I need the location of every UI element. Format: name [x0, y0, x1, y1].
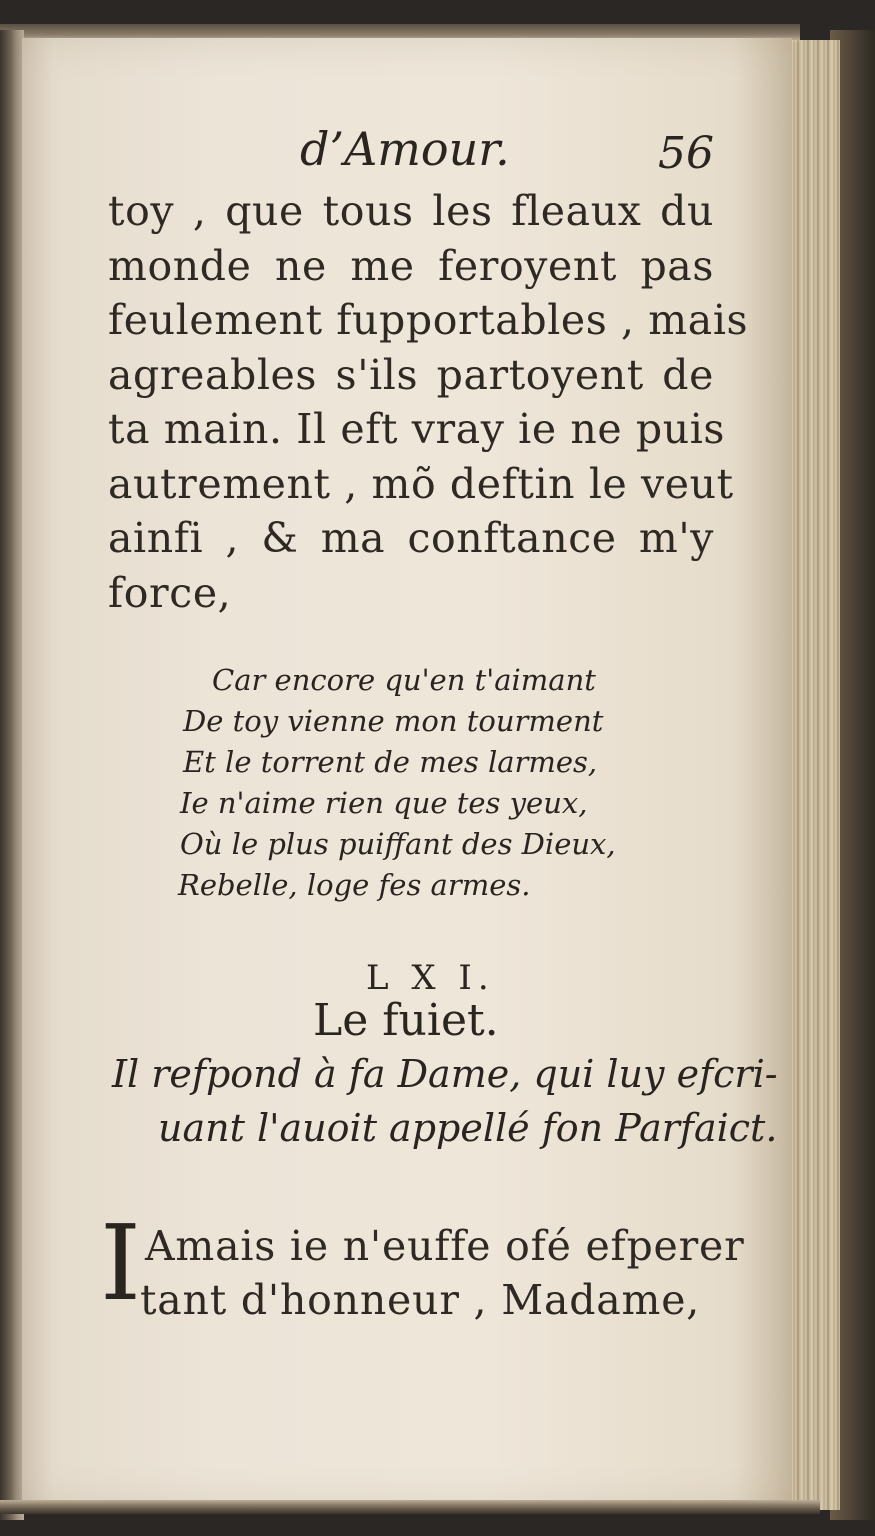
left-page-spine — [0, 30, 24, 1520]
page-number: 56 — [658, 128, 714, 179]
opening-line: Amais ie n'euffe ofé efperer — [145, 1222, 745, 1270]
bottom-page-edge — [0, 1500, 820, 1514]
chapter-number: L X I. — [366, 958, 495, 998]
verse-line: Où le plus puiffant des Dieux, — [180, 827, 616, 861]
verse-line: De toy vienne mon tourment — [183, 704, 604, 738]
verse-line: Car encore qu'en t'aimant — [212, 663, 596, 697]
verse-line: Rebelle, loge fes armes. — [178, 868, 531, 902]
prose-line: agreables s'ils partoyent de — [108, 350, 714, 399]
prose-line: force, — [108, 568, 232, 617]
argument-line: uant l'auoit appellé fon Parfaict. — [158, 1106, 778, 1150]
argument-line: Il refpond à fa Dame, qui luy efcri- — [112, 1052, 778, 1096]
opening-line: tant d'honneur , Madame, — [140, 1276, 701, 1324]
prose-line: autrement , mõ deftin le veut — [108, 459, 734, 508]
prose-line: monde ne me feroyent pas — [108, 241, 714, 290]
drop-cap-letter: I — [100, 1202, 142, 1324]
verse-line: Et le torrent de mes larmes, — [183, 745, 598, 779]
prose-line: ainfi , & ma conftance m'y — [108, 514, 714, 562]
prose-line: ta main. Il eft vray ie ne puis — [108, 405, 726, 453]
verse-line: Ie n'aime rien que tes yeux, — [180, 786, 588, 820]
prose-line: feulement fupportables , mais — [108, 296, 749, 344]
running-header-title: d’Amour. — [300, 122, 510, 176]
prose-paragraph — [108, 184, 749, 620]
prose-line: toy , que tous les fleaux du — [108, 187, 714, 235]
subject-heading: Le fuiet. — [313, 995, 499, 1046]
